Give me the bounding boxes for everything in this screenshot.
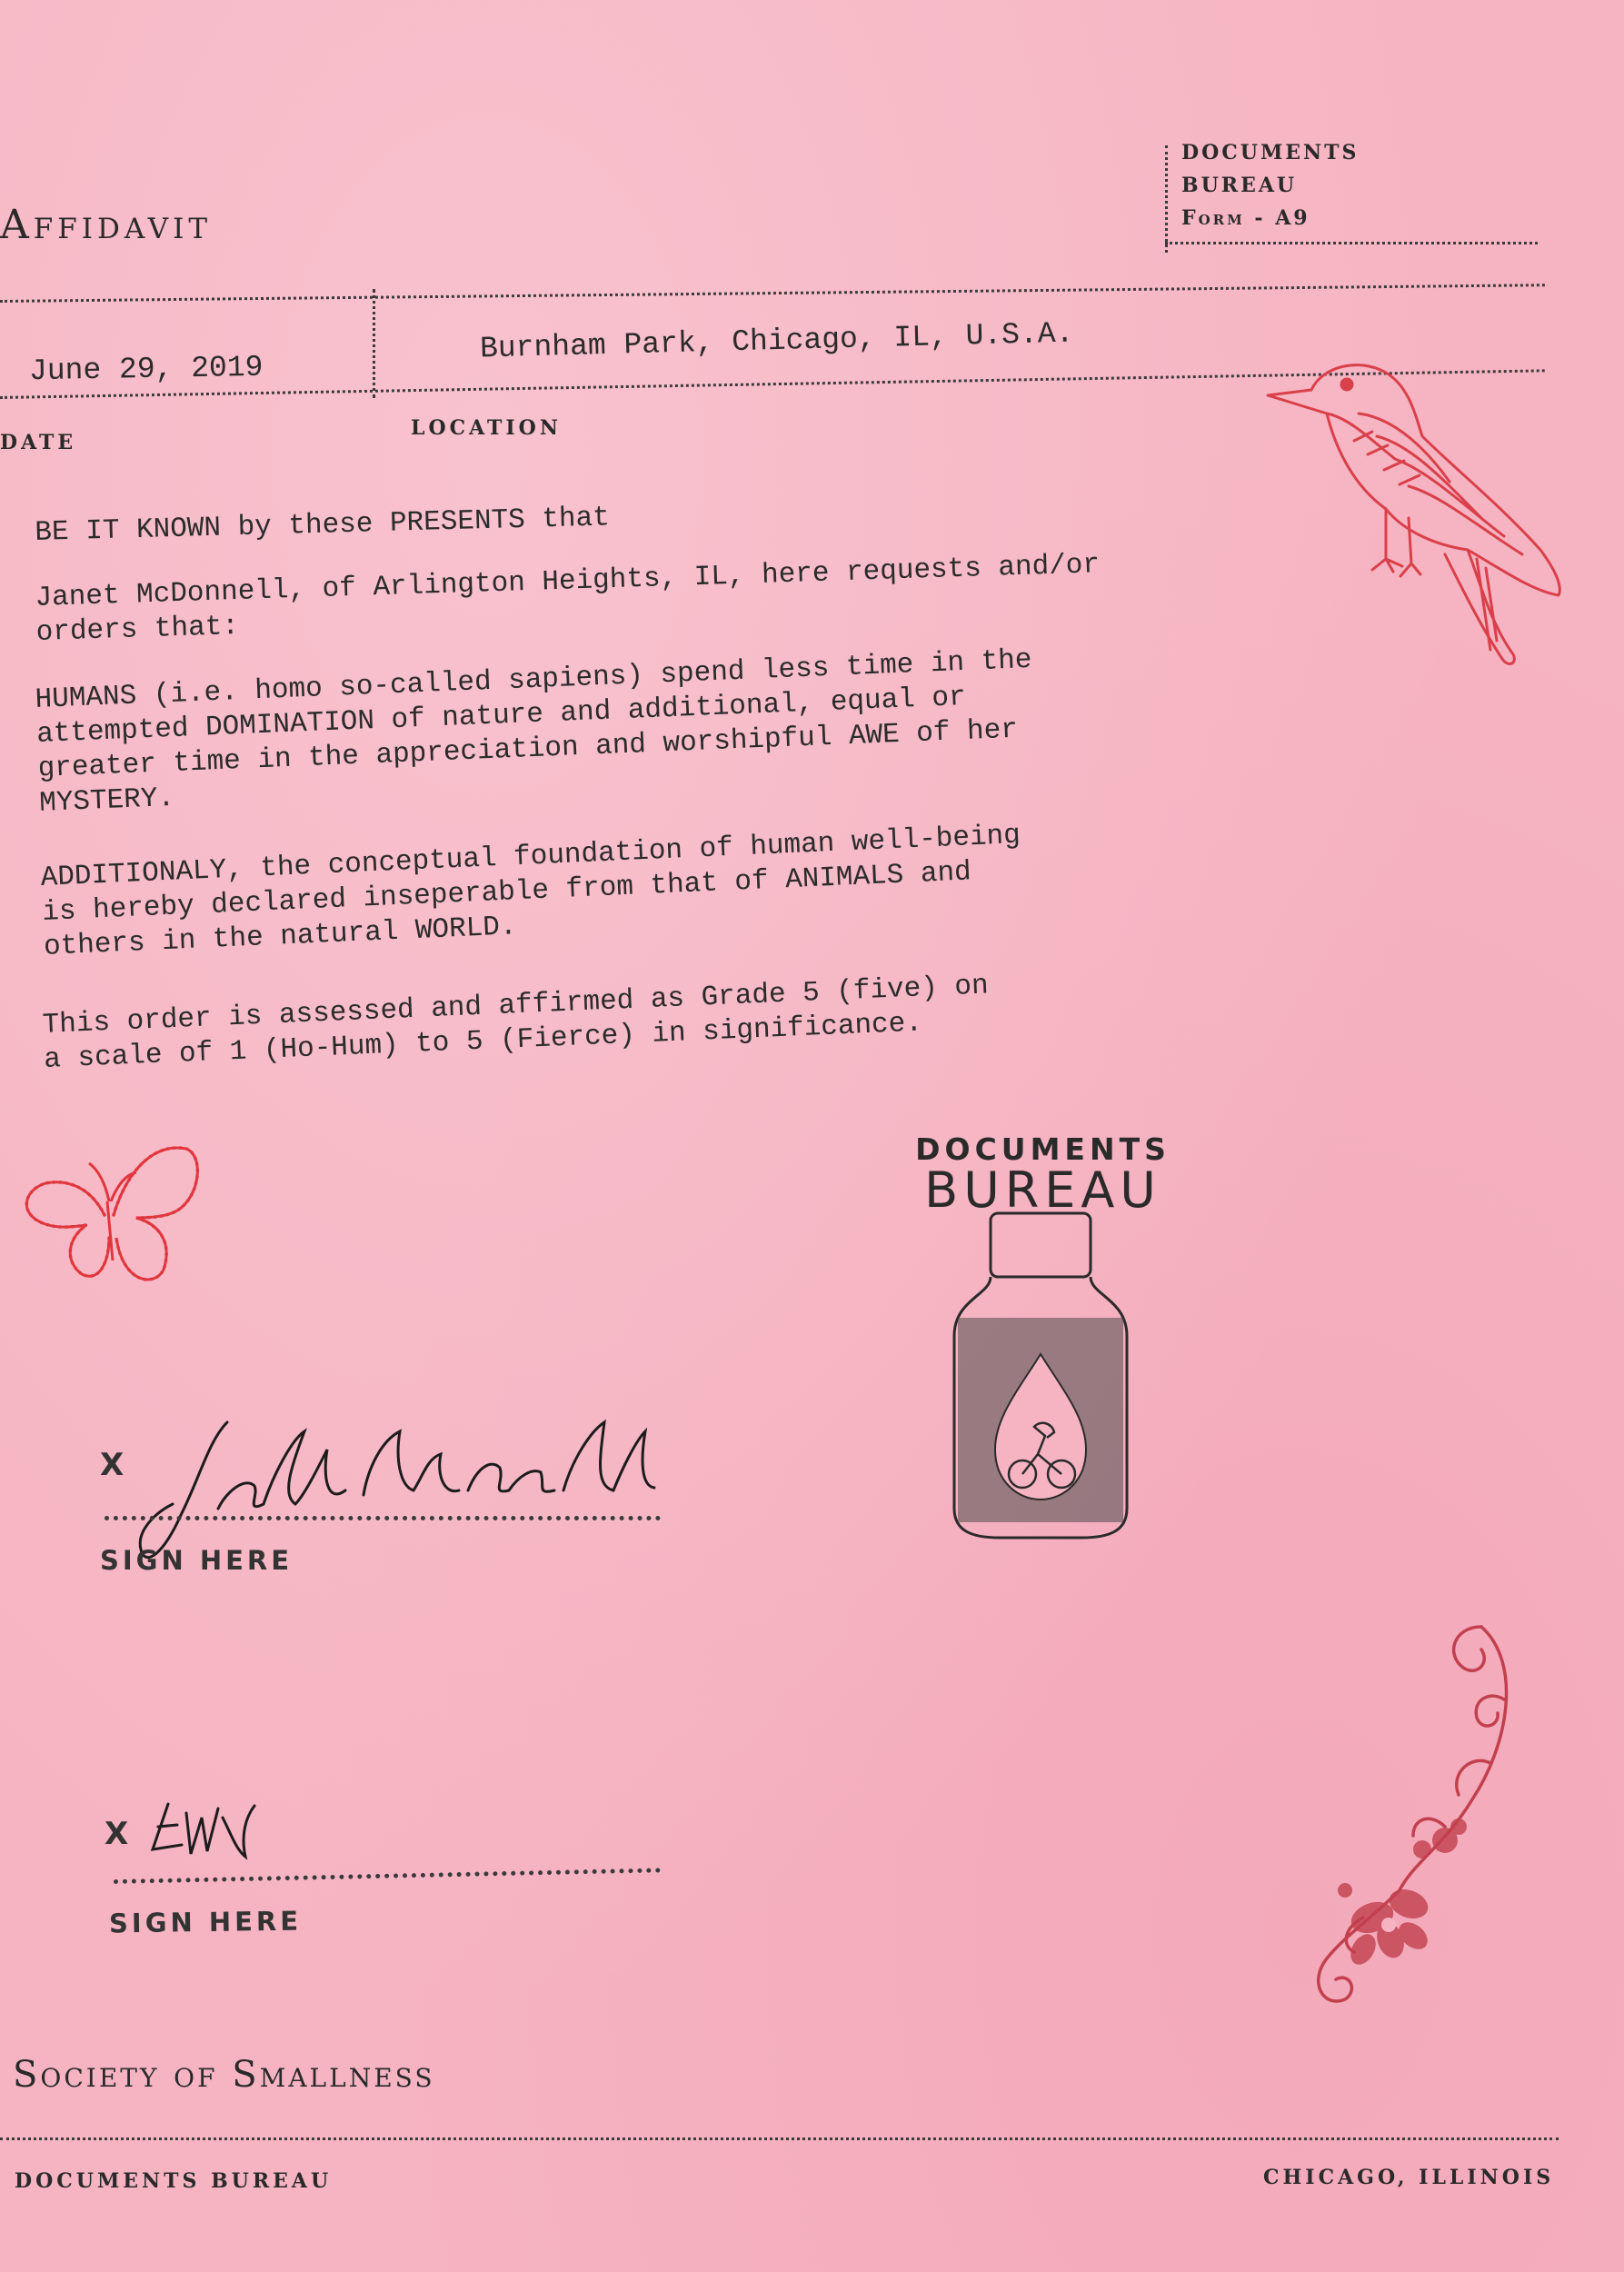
signature-2-handwriting (145, 1795, 264, 1877)
society-name: Society of Smallness (13, 2054, 435, 2096)
document-title: Affidavit (0, 202, 213, 248)
bird-stamp-icon (1259, 350, 1572, 695)
paragraph-requester: Janet McDonnell, of Arlington Heights, IL, here requests and/or orders that: (35, 549, 1101, 649)
signature-1-label: SIGN HERE (100, 1545, 294, 1576)
header-rule (0, 284, 1545, 303)
footer-right-label: CHICAGO, ILLINOIS (1263, 2166, 1555, 2189)
date-label: DATE (0, 431, 77, 454)
bureau-line2: BUREAU (1181, 174, 1298, 197)
paragraph-humans: HUMANS (i.e. homo so-called sapiens) spend less time in the attempted DOMINATION of nature and additional, equal or greater time in the appreciation and worshipful AWE of her MYSTERY. (35, 643, 1033, 820)
paragraph-grade: This order is assessed and affirmed as Grade 5 (five) on a scale of 1 (Ho-Hum) to 5 (Fierce) in significance. (42, 970, 990, 1076)
footer-left-label: DOCUMENTS BUREAU (15, 2169, 333, 2193)
signature-2-x-mark: X (105, 1816, 129, 1852)
butterfly-stamp-icon (18, 1138, 209, 1297)
bottle-stamp-icon (945, 1209, 1136, 1545)
date-value: June 29, 2019 (28, 350, 264, 389)
bureau-box-divider (1165, 145, 1168, 253)
location-label: LOCATION (411, 416, 562, 440)
footer-rule (0, 2137, 1559, 2140)
date-location-divider (373, 289, 375, 398)
location-value: Burnham Park, Chicago, IL, U.S.A. (479, 316, 1074, 366)
bureau-stamp-text (886, 1131, 1200, 1219)
paragraph-be-it-known: BE IT KNOWN by these PRESENTS that (35, 502, 611, 549)
signature-1-x-mark: X (100, 1447, 125, 1483)
floral-flourish-icon (1263, 1618, 1527, 2018)
bureau-line1: DOCUMENTS (1181, 141, 1360, 164)
signature-2-label: SIGN HERE (108, 1905, 303, 1939)
form-label: Form - A9 (1181, 206, 1310, 230)
header-rule-right (1165, 242, 1538, 244)
bureau-box (1181, 136, 1359, 234)
bureau-stamp-line2: BUREAU (924, 1161, 1161, 1219)
signature-1-line (105, 1516, 661, 1520)
paragraph-additionaly: ADDITIONALY, the conceptual foundation of human well-being is hereby declared inseperable from that of ANIMALS and others in the natural WORLD. (40, 819, 1021, 963)
bureau-stamp-line1: DOCUMENTS (915, 1131, 1171, 1167)
